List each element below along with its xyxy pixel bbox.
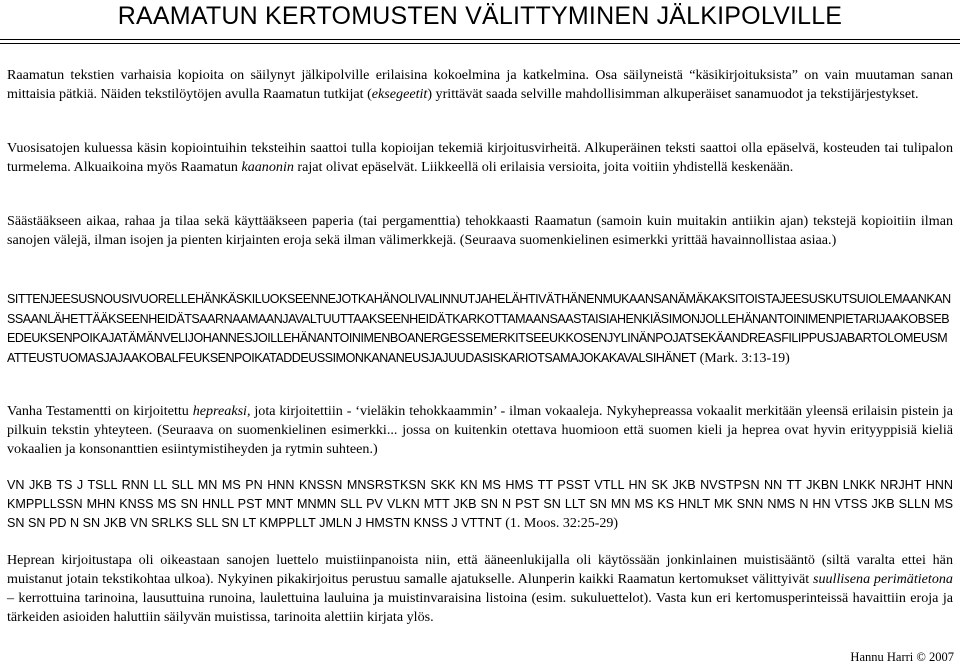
title-rule-top bbox=[0, 39, 960, 40]
paragraph-text: Heprean kirjoitustapa oli oikeastaan sanojen luettelo muistiinpanoista niin, että ääneenlukijalla oli käytössään jonkinlainen muistisääntö (siltä varalta ettei hän muistanut jotain tekstikohtaa ulkoa). Nykyinen pikakirjoitus perustuu samalle ajatukselle. Alunperin kaikki Raamatun kertomukset välittyivät bbox=[7, 552, 953, 587]
author-footer: Hannu Harri © 2007 bbox=[850, 650, 954, 664]
paragraph-hebrew bbox=[7, 402, 953, 459]
example-continuous-caps bbox=[7, 290, 953, 369]
italic-term: hepreaksi bbox=[192, 403, 247, 419]
page-title: RAAMATUN KERTOMUSTEN VÄLITTYMINEN JÄLKIPOLVILLE bbox=[117, 2, 843, 30]
bible-reference: (Mark. 3:13-19) bbox=[696, 351, 790, 367]
paragraph-text: , jota kirjoitettiin - ‘vieläkin tehokkaammin’ - ilman vokaaleja. Nykyhepreassa vokaalit merkitään yleensä erilaisin pistein ja pilkuin tekstin yhteyteen. (Seuraava on suomenkielinen esimerkki... jossa on kuitenkin otettava huomioon että suomen kieli ja heprea ovat hyvin erityyppisiä kieliä vokaalien ja konsonanttien esiintymistiheyden ja rytmin suhteen.) bbox=[7, 403, 953, 457]
example-consonants-only bbox=[7, 476, 953, 533]
paragraph-copy-errors bbox=[7, 139, 953, 177]
paragraph-scriptio-continua: Säästääkseen aikaa, rahaa ja tilaa sekä käyttääkseen paperia (tai pergamenttia) tehokkaasti Raamatun (samoin kuin muitakin antiikin ajan) tekstejä kopioitiin ilman sanojen välejä, ilman isojen ja pienten kirjainten eroja sekä ilman välimerkkejä. (Seuraava suomenkielinen esimerkki yrittää havainnollistaa asiaa.) bbox=[7, 213, 953, 248]
caps-example-text: VN JKB TS J TSLL RNN LL SLL MN MS PN HNN KNSSN MNSRSTKSN SKK KN MS HMS TT PSST VTLL HN SK JKB NVSTPSN NN TT JKBN LNKK NRJHT HNN KMPPLLSSN MHN KNSS MS SN HNLL PST MNT MNMN SLL PV VLKN MTT JKB SN N PST SN LLT SN MN MS KS HNLT MK SNN NMS N HN VTSS JKB SLLN MS SN SN PD N SN JKB VN SRLKS SLL SN LT KMPPLLT JMLN J HMSTN KNSS J VTTNT bbox=[7, 478, 953, 530]
italic-term: eksegeetit bbox=[371, 86, 428, 102]
bible-reference: (1. Moos. 32:25-29) bbox=[501, 516, 619, 531]
italic-term: kaanonin bbox=[241, 159, 294, 175]
title-rule-bottom bbox=[0, 43, 960, 44]
paragraph-text: Vanha Testamentti on kirjoitettu bbox=[7, 403, 193, 419]
paragraph-text: Vuosisatojen kuluessa käsin kopiointuihin teksteihin saattoi tulla kopioijan tekemiä kirjoitusvirheitä. Alkuperäinen teksti saattoi olla epäselvä, kosteuden tai tulipalon turmelema. Alkuaikoina myös Raamatun bbox=[7, 140, 953, 175]
paragraph-text: Raamatun tekstien varhaisia kopioita on säilynyt jälkipolville erilaisina kokoelmina ja katkelmina. Osa säilyneistä “käsikirjoituksista” on vain muutaman sanan mittaisia pätkiä. Näiden tekstilöytöjen avulla Raamatun tutkijat ( bbox=[7, 67, 953, 102]
italic-term: suullisena perimätietona bbox=[812, 571, 953, 587]
paragraph-manuscripts bbox=[7, 66, 953, 104]
paragraph-text: rajat olivat epäselvät. Liikkeellä oli erilaisia versioita, joita voitiin yhdistellä keskenään. bbox=[293, 159, 794, 175]
paragraph-oral-tradition bbox=[7, 551, 953, 627]
paragraph-text: – kerrottuina tarinoina, lausuttuina runoina, laulettuina lauluina ja muistinvaraisina listoina (esim. sukuluettelot). Vasta kun eri kertomusperinteissä havaittiin eroja ja tärkeiden asioiden haluttiin säilyvän muistissa, tarinoita alettiin kirjata ylös. bbox=[7, 590, 953, 625]
caps-example-text: SITTENJEESUSNOUSIVUORELLEHÄNKÄSKILUOKSEENNEJOTKAHÄNOLIVALINNUTJAHELÄHTIVÄTHÄNENMUKAANSANÄMÄKAKSITOISTAJEESUSKUTSUIOLEMAANKANSSAANLÄHETTÄÄKSEENHEIDÄTSAARNAAMAANJAVALTUUTTAAKSEENHEIDÄTKARKOTTAMAANSAASTAISIAHENKIÄSIMONJOLLEHÄNANTOINIMENPIETARIJAAKOBSEBEDEUKSENPOIKAJATÄMÄNVELIJOHANNESJOILLEHÄNANTOINIMENBOANERGESSEMERKITSEEUKKOSENJYLINÄNPOJATSEKÄANDREASFILIPPUSJABARTOLOMEUSMATTEUSTUOMASJAJAAKOBALFEUKSENPOIKATADDEUSSIMONKANANEUSJAJUUDASISKARIOTSAMAJOKAKAVALSIHÄNET bbox=[7, 292, 951, 366]
paragraph-text: ) yrittävät saada selville mahdollisimman alkuperäiset sanamuodot ja tekstijärjestykset. bbox=[427, 86, 919, 102]
